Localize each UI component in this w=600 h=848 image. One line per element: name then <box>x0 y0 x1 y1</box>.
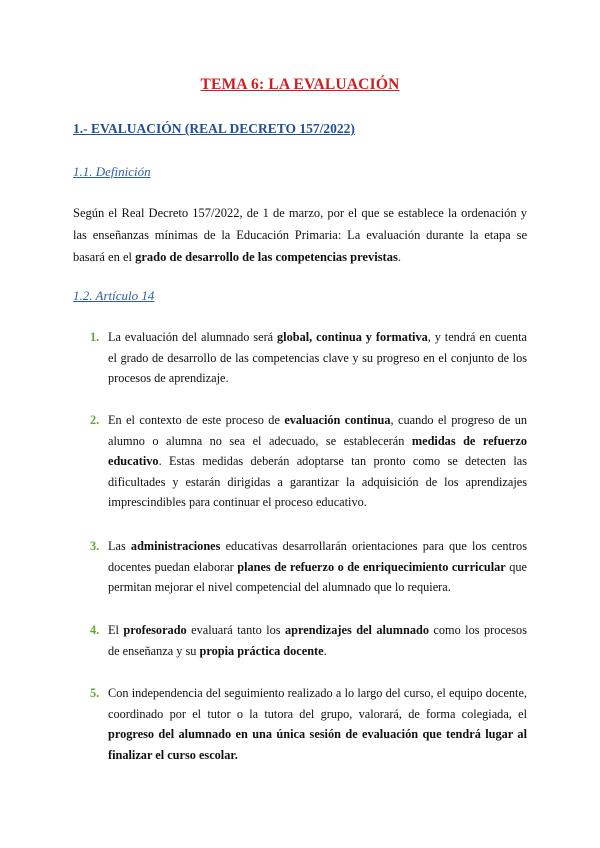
list-item-number: 3. <box>90 539 100 553</box>
bold-run: medidas de refuerzo educativo <box>108 433 527 468</box>
text-run: . <box>323 643 327 658</box>
subsection-heading-articulo: 1.2. Artículo 14 <box>73 288 155 303</box>
list-item <box>90 327 527 389</box>
definition-paragraph <box>73 202 527 268</box>
definition-text-end: . <box>397 250 401 264</box>
bold-run: progreso del alumnado en una única sesión de evaluación que tendrá lugar al finalizar el curso escolar. <box>108 727 527 762</box>
text-run: Con independencia del seguimiento realizado a lo largo del curso, el equipo docente, coordinado por el tutor o la tutora del grupo, valorará, de forma colegiada, el <box>108 686 527 721</box>
document-title: TEMA 6: LA EVALUACIÓN <box>200 76 400 93</box>
bold-run: planes de refuerzo o de enriquecimiento curricular <box>237 559 506 574</box>
bold-run: global, continua y formativa <box>277 330 428 344</box>
list-item <box>90 410 527 513</box>
list-item-number: 1. <box>90 330 100 344</box>
definition-text: Según el Real Decreto 157/2022, de 1 de marzo, por el que se establece la ordenación y las enseñanzas mínimas de la Educación Primaria: La evaluación durante la etapa se basará en el <box>73 206 527 264</box>
text-run: . Estas medidas deberán adoptarse tan pronto como se detecten las dificultades y estarán dirigidas a garantizar la adquisición de los aprendizajes imprescindibles para continuar el proceso educativo. <box>108 454 527 509</box>
text-run: Las <box>108 539 131 553</box>
list-item-number: 4. <box>90 623 100 637</box>
list-item-text <box>108 683 527 765</box>
bold-run: evaluación continua <box>284 413 391 427</box>
text-run: educativas desarrollarán orientaciones para que los centros docentes puedan elaborar <box>108 539 527 574</box>
list-item <box>90 620 527 661</box>
text-run: En el contexto de este proceso de <box>108 413 285 427</box>
bold-run: propia práctica docente <box>199 643 324 658</box>
list-item <box>90 683 527 765</box>
text-run: , y tendrá en cuenta el grado de desarrollo de las competencias clave y su progreso en el conjunto de los procesos de aprendizaje. <box>108 330 527 385</box>
text-run: evaluará tanto los <box>186 623 286 637</box>
bold-run: administraciones <box>130 539 221 553</box>
text-run: como los procesos de enseñanza y su <box>108 623 527 658</box>
list-item-text <box>108 536 527 598</box>
bold-run: profesorado <box>123 623 187 637</box>
list-item-number: 2. <box>90 413 100 427</box>
list-item-text <box>108 327 527 389</box>
text-run: El <box>108 623 124 637</box>
bold-run: aprendizajes del alumnado <box>285 623 429 637</box>
subsection-heading-definicion: 1.1. Definición <box>73 164 151 179</box>
list-item-text <box>108 620 527 661</box>
definition-bold: grado de desarrollo de las competencias previstas <box>135 250 398 264</box>
list-item <box>90 536 527 598</box>
list-item-text <box>108 410 527 513</box>
list-item-number: 5. <box>90 686 100 700</box>
text-run: , cuando el progreso de un alumno o alumna no sea el adecuado, se establecerán <box>108 413 527 448</box>
section-heading: 1.- EVALUACIÓN (REAL DECRETO 157/2022) <box>73 121 355 136</box>
text-run: que permitan mejorar el nivel competencial del alumnado que lo requiera. <box>108 559 528 594</box>
text-run: La evaluación del alumnado será <box>108 330 278 344</box>
